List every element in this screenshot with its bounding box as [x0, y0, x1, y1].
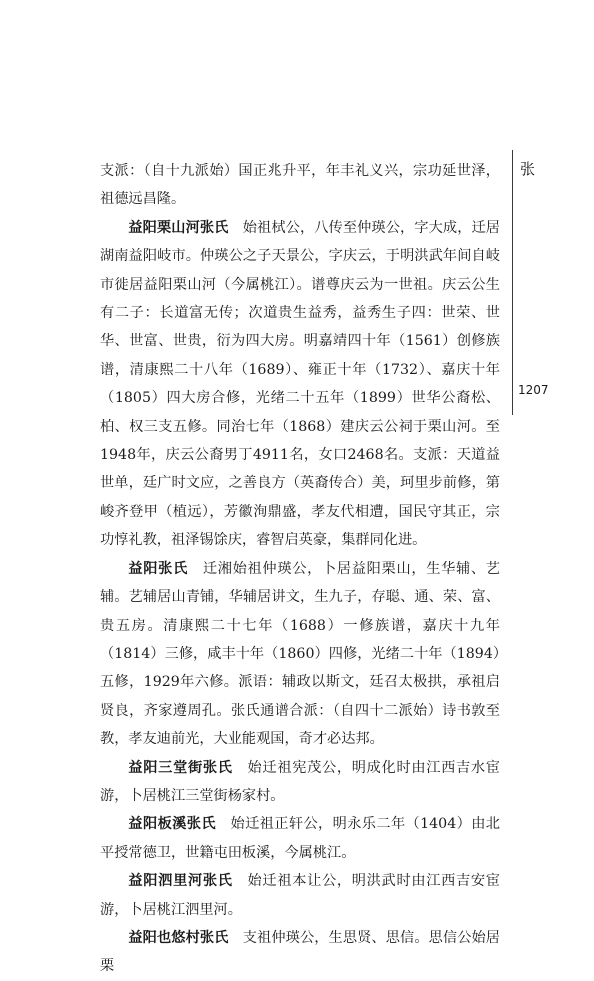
page-number: 1207 — [518, 383, 549, 397]
paragraph-silihe-zhang — [100, 867, 500, 924]
entry-body: 支派：（自十九派始）国正兆升平，年丰礼义兴，宗功延世泽，祖德远昌隆。 — [100, 163, 500, 208]
paragraph-yeyoucun-zhang — [100, 924, 500, 981]
paragraph-banxi-zhang — [100, 810, 500, 867]
entry-heading: 益阳张氏 — [128, 560, 188, 577]
entry-body: 始迁祖宪茂公，明成化时由江西吉水宦游，卜居桃江三堂街杨家村。 — [100, 759, 500, 804]
paragraph-lishanhe-zhang — [100, 214, 500, 555]
entry-heading: 益阳板溪张氏 — [128, 816, 216, 833]
entry-heading: 益阳栗山河张氏 — [128, 219, 229, 236]
section-tab-character: 张 — [520, 160, 536, 178]
entry-body: 支祖仲瑛公，生思贤、思信。思信公始居栗 — [100, 929, 500, 975]
paragraph-branch-continuation — [100, 157, 500, 214]
entry-body: 迁湘始祖仲瑛公，卜居益阳栗山，生华辅、艺辅。艺辅居山青铺，华辅居讲文，生九子，存聪、通、荣、富、贵五房。清康熙二十七年（1688）一修族谱，嘉庆十九年（1814）三修，咸丰十年（1860）四修，光绪二十年（1894）五修，1929年六修。派语：辅政以斯文，廷召太极拱，承祖启贤良，齐家遵周孔。张氏通谱合派：（自四十二派始）诗书敦至教，孝友迪前光，大业能观国，奇才必达邦。 — [100, 560, 500, 748]
entry-body: 始迁祖本让公，明洪武时由江西吉安宦游，卜居桃江泗里河。 — [100, 873, 500, 918]
paragraph-santangjie-zhang — [100, 754, 500, 811]
entry-heading: 益阳也悠村张氏 — [128, 929, 229, 946]
entry-body: 始迁祖正轩公，明永乐二年（1404）由北平授常德卫，世籍屯田板溪，今属桃江。 — [100, 816, 500, 861]
entry-heading: 益阳三堂街张氏 — [128, 759, 233, 776]
entry-body: 始祖栻公，八传至仲瑛公，字大成，迁居湖南益阳岐市。仲瑛公之子天景公，字庆云，于明洪武年间自岐市徙居益阳栗山河（今属桃江）。谱尊庆云为一世祖。庆云公生有二子：长道富无传；次道贵生益秀，益秀生子四：世荣、世华、世富、世贵，衍为四大房。明嘉靖四十年（1561）创修族谱，清康熙二十八年（1689）、雍正十年（1732）、嘉庆十年（1805）四大房合修，光绪二十五年（1899）世华公裔松、柏、权三支五修。同治七年（1868）建庆云公祠于栗山河。至1948年，庆云公裔男丁4911名，女口2468名。支派：天道益世单，廷广时文应，之善良方（英裔传合）美，珂里步前修，第峻齐登甲（植远），芳徽洵鼎盛，孝友代相遭，国民守其正，宗功惇礼教，祖泽锡馀庆，睿智启英豪，集群同化进。 — [100, 219, 500, 549]
margin-rule — [512, 150, 513, 415]
paragraph-yiyang-zhang — [100, 555, 500, 754]
main-text — [100, 157, 500, 981]
entry-heading: 益阳泗里河张氏 — [128, 873, 233, 890]
